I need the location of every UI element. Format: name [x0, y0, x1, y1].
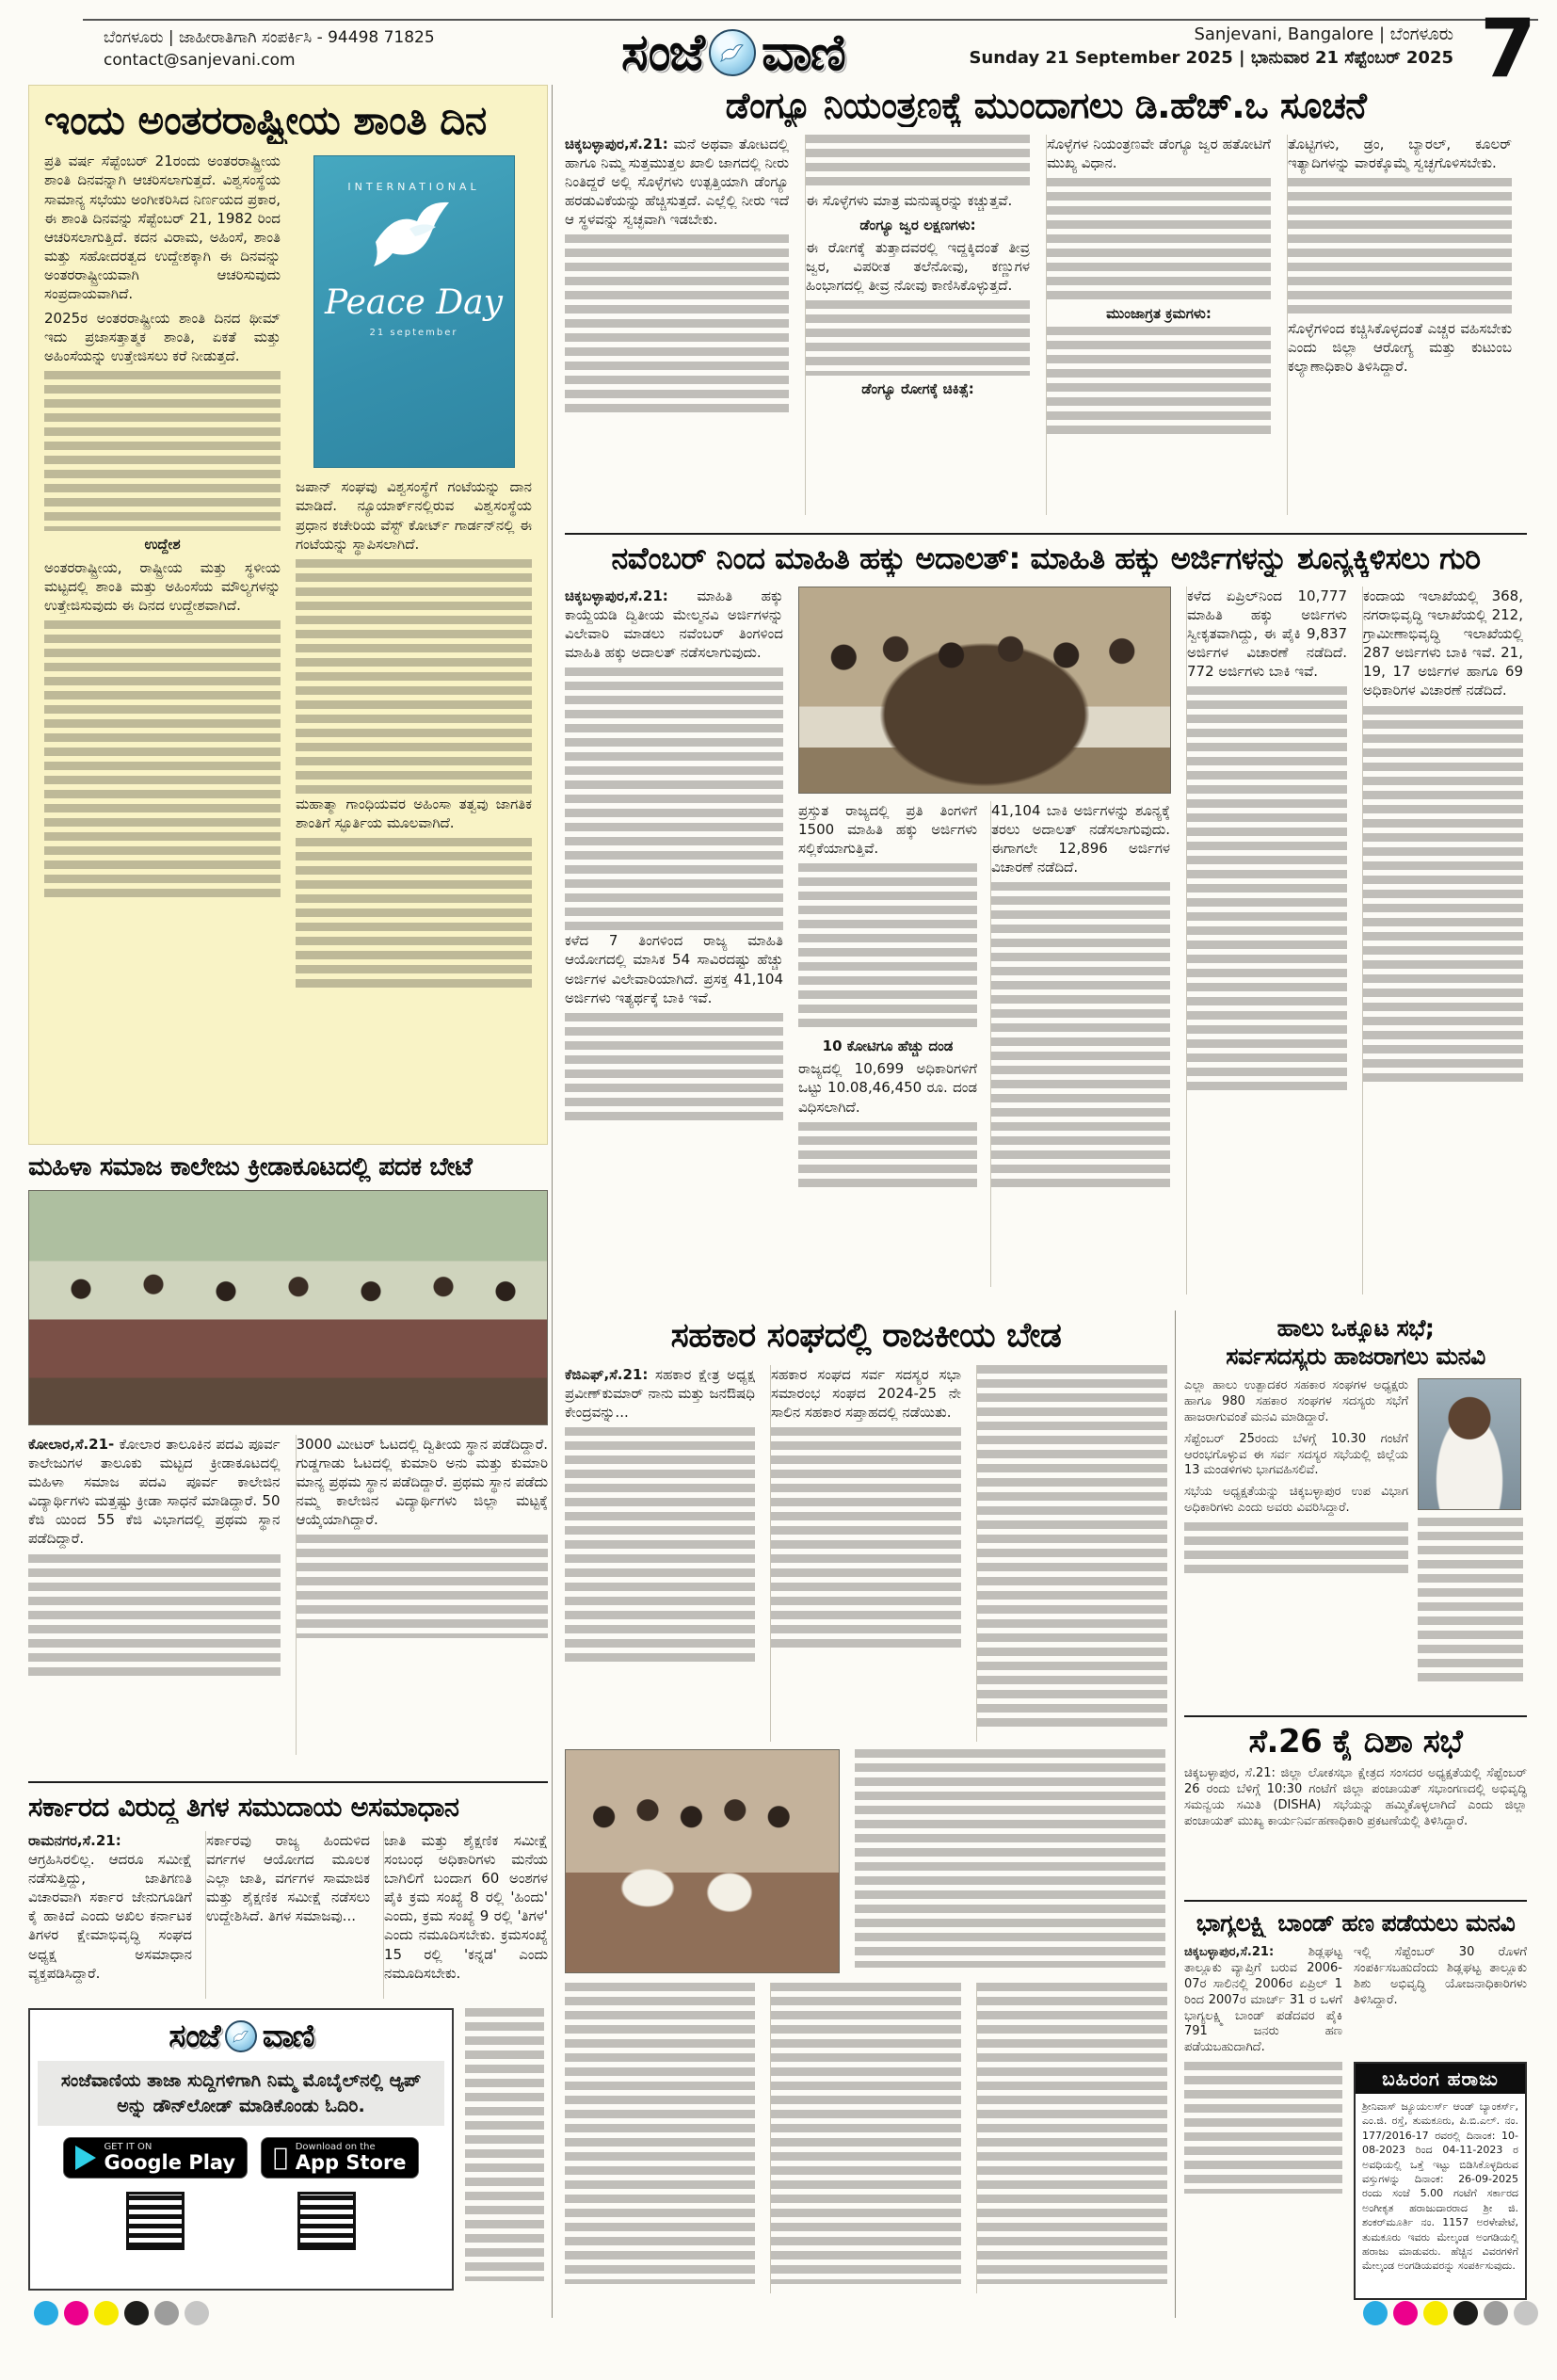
- masthead-left: ಸಂಜೆ: [621, 23, 704, 82]
- sanjevani-app-promo-box: [28, 2008, 454, 2291]
- text-filler: [565, 1013, 783, 1126]
- dengue-precaution-subhead: ಮುಂಜಾಗ್ರತ ಕ್ರಮಗಳು:: [1106, 305, 1212, 323]
- yellow-dot: [1423, 2301, 1448, 2325]
- haalu-p1: ಎಲ್ಲಾ ಹಾಲು ಉತ್ಪಾದಕರ ಸಹಕಾರ ಸಂಘಗಳ ಅಧ್ಯಕ್ಷರು ಹಾಗೂ 980 ಸಹಕಾರ ಸಂಘಗಳ ಸದಸ್ಯರು ಸಭೆಗೆ ಹಾಜರಾಗುವಂತೆ ಮನವಿ ಮಾಡಿದ್ದಾರೆ.: [1184, 1378, 1408, 1424]
- promo-masthead: [38, 2018, 444, 2055]
- tigala-col-1: [28, 1831, 192, 1999]
- article-mahila-sports: [28, 1152, 548, 1774]
- header-rule: [83, 19, 1538, 21]
- sahakara-col-5: [770, 1983, 961, 2293]
- peace-subhead: ಉದ್ದೇಶ: [144, 536, 181, 554]
- mahila-col-1: [28, 1435, 281, 1755]
- rti-mid-p1: ಪ್ರಸ್ತುತ ರಾಜ್ಯದಲ್ಲಿ ಪ್ರತಿ ತಿಂಗಳಿಗೆ 1500 ಮಾಹಿತಿ ಹಕ್ಕು ಅರ್ಜಿಗಳು ಸಲ್ಲಿಕೆಯಾಗುತ್ತಿವೆ.: [798, 802, 977, 858]
- bhagya-dateline: ಚಿಕ್ಕಬಳ್ಳಾಪುರ,ಸೆ.21:: [1184, 1945, 1275, 1959]
- rti-col1-text: ಮಾಹಿತಿ ಹಕ್ಕು ಕಾಯ್ದೆಯಡಿ ದ್ವಿತೀಯ ಮೇಲ್ಮನವಿ ಅರ್ಜಿಗಳನ್ನು ವಿಲೇವಾರಿ ಮಾಡಲು ನವೆಂಬರ್ ತಿಂಗಳಿಂದ ಮಾಹಿತಿ ಹಕ್ಕು ಅದಾಲತ್ ನಡೆಸಲಾಗುವುದು.: [565, 587, 783, 662]
- text-filler: [798, 1122, 977, 1188]
- qr-code-app-store: [297, 2192, 356, 2250]
- app-store-top-label: Download on the: [287, 2142, 368, 2153]
- poster-international-label: INTERNATIONAL: [347, 181, 480, 194]
- rti-fine-subhead: 10 ಕೋಟಿಗೂ ಹೆಚ್ಚು ದಂಡ: [822, 1037, 954, 1055]
- rti-col-5: [1362, 587, 1523, 1295]
- text-filler: [806, 135, 1030, 191]
- peace-col1-p3: ಅಂತರರಾಷ್ಟ್ರೀಯ, ರಾಷ್ಟ್ರೀಯ ಮತ್ತು ಸ್ಥಳೀಯ ಮಟ್ಟದಲ್ಲಿ ಶಾಂತಿ ಮತ್ತು ಅಹಿಂಸೆಯ ಮೌಲ್ಯಗಳನ್ನು ಉತ್ತೇಜಿಸುವುದು ಈ ದಿನದ ಉದ್ದೇಶವಾಗಿದೆ.: [44, 558, 281, 614]
- article-tigala: [28, 1781, 548, 2318]
- promo-masthead-right: ವಾಣಿ: [262, 2018, 313, 2055]
- dengue-dateline: ಚಿಕ್ಕಬಳ್ಳಾಪುರ,ಸೆ.21:: [565, 136, 668, 153]
- rti-dateline: ಚಿಕ್ಕಬಳ್ಳಾಪುರ,ಸೆ.21:: [565, 587, 668, 604]
- light-gray-dot: [1514, 2301, 1538, 2325]
- mahila-col-2: [296, 1435, 549, 1755]
- text-filler: [565, 234, 789, 413]
- sahakara-col1-text: ಸಹಕಾರ ಕ್ಷೇತ್ರ ಅಧ್ಯಕ್ಷ ಪ್ರವೀಣ್‌ಕುಮಾರ್ ನಾನು ಮತ್ತು ಜನಔಷಧಿ ಕೇಂದ್ರವನ್ನು...: [565, 1366, 755, 1422]
- rti-photo: [798, 587, 1171, 794]
- tigala-col-3: [383, 1831, 548, 1999]
- contact-email: contact@sanjevani.com: [104, 51, 296, 70]
- rti-mid-col-b: [990, 801, 1170, 1287]
- auction-notice-box: [1354, 2062, 1527, 2300]
- text-filler: [1418, 1518, 1523, 1685]
- auction-body: ಶ್ರೀನಿವಾಸ್ ಜ್ಯೂಯಲರ್ಸ್ ಆಂಡ್ ಬ್ಯಾಂಕರ್ಸ್, ಎಂ.ಜಿ. ರಸ್ತೆ, ತುಮಕೂರು, ಪಿ.ಬಿ.ಎಲ್. ನಂ. 177/2016-17 ರವರಲ್ಲಿ ದಿನಾಂಕ: 10-08-2023 ರಿಂದ 04-11-2023 ರ ಅವಧಿಯಲ್ಲಿ ಒತ್ತೆ ಇಟ್ಟು ಬಿಡಿಸಿಕೊಳ್ಳದಿರುವ ವಸ್ತುಗಳನ್ನು ದಿನಾಂಕ: 26-09-2025 ರಂದು ಸಂಜೆ 5.00 ಗಂಟೆಗೆ ಸರ್ಕಾರದ ಅಂಗೀಕೃತ ಹರಾಜುದಾರರಾದ ಶ್ರೀ ಜಿ. ಶಂಕರ್‌ಮೂರ್ತಿ ನಂ. 1157 ಅರಳೇಪೇಟೆ, ತುಮಕೂರು ಇವರು ಮೇಲ್ಕಂಡ ಅಂಗಡಿಯಲ್ಲಿ ಹರಾಜು ಮಾಡುವರು. ಹೆಚ್ಚಿನ ವಿವರಗಳಿಗೆ ಮೇಲ್ಕಂಡ ಅಂಗಡಿಯವರನ್ನು ಸಂಪರ್ಕಿಸುವುದು.: [1362, 2100, 1518, 2273]
- mahila-dateline: ಕೋಲಾರ,ಸೆ.21-: [28, 1436, 115, 1453]
- dengue-col3-p1: ಸೊಳ್ಳೆಗಳ ನಿಯಂತ್ರಣವೇ ಡೆಂಗ್ಯೂ ಜ್ವರ ಹತೋಟಿಗೆ ಮುಖ್ಯ ವಿಧಾನ.: [1047, 136, 1271, 172]
- bhagya-col2-text: ಇಲ್ಲಿ ಸೆಪ್ಟೆಂಬರ್ 30 ರೊಳಗೆ ಸಂಪರ್ಕಿಸಬಹುದೆಂದು ಶಿಡ್ಲಘಟ್ಟ ತಾಲ್ಲೂಕು ಶಿಶು ಅಭಿವೃದ್ಧಿ ಯೋಜನಾಧಿಕಾರಿಗಳು ತಿಳಿಸಿದ್ದಾರೆ.: [1354, 1945, 1527, 2007]
- print-registration-dots-right: [1363, 2301, 1538, 2325]
- mahila-col2-text: 3000 ಮೀಟರ್ ಓಟದಲ್ಲಿ ದ್ವಿತೀಯ ಸ್ಥಾನ ಪಡೆದಿದ್ದಾರೆ. ಗುಡ್ಡಗಾಡು ಓಟದಲ್ಲಿ ಕುಮಾರಿ ಅನು ಮತ್ತು ಕುಮಾರಿ ಮಾನ್ಯ ಪ್ರಥಮ ಸ್ಥಾನ ಪಡೆದಿದ್ದಾರೆ. ಪ್ರಥಮ ಸ್ಥಾನ ಪಡೆದು ನಮ್ಮ ಕಾಲೇಜಿನ ವಿದ್ಯಾರ್ಥಿಗಳು ಜಿಲ್ಲಾ ಮಟ್ಟಕ್ಕೆ ಆಯ್ಕೆಯಾಗಿದ್ದಾರೆ.: [296, 1436, 548, 1529]
- peace-day-poster: [313, 155, 515, 468]
- article-rti: [565, 540, 1527, 1307]
- text-filler: [771, 1983, 961, 2284]
- sahakara-photo: [565, 1749, 840, 1973]
- text-filler: [297, 1535, 549, 1638]
- sahakara-col-2: [770, 1365, 961, 1742]
- play-icon: [75, 2146, 96, 2170]
- text-filler: [1047, 327, 1271, 440]
- dengue-col-4: [1287, 135, 1512, 515]
- cyan-dot: [34, 2301, 58, 2325]
- dove-icon: [362, 193, 466, 278]
- gray-dot: [154, 2301, 179, 2325]
- magenta-dot: [1393, 2301, 1418, 2325]
- article-peace-day: [28, 85, 548, 1145]
- rti-headline: ನವೆಂಬರ್ ನಿಂದ ಮಾಹಿತಿ ಹಕ್ಕು ಅದಾಲತ್: ಮಾಹಿತಿ ಹಕ್ಕು ಅರ್ಜಿಗಳನ್ನು ಶೂನ್ಯಕ್ಕಿಳಿಸಲು ಗುರಿ: [611, 540, 1481, 576]
- yellow-dot: [94, 2301, 119, 2325]
- google-play-badge: [63, 2137, 248, 2179]
- sahakara-col2-text: ಸಹಕಾರ ಸಂಘದ ಸರ್ವ ಸದಸ್ಯರ ಸಭಾ ಸಮಾರಂಭ ಸಂಘದ 2024-25 ನೇ ಸಾಲಿನ ಸಹಕಾರ ಸಪ್ತಾಹದಲ್ಲಿ ನಡೆಯಿತು.: [771, 1366, 961, 1422]
- text-filler: [296, 559, 532, 795]
- article-dengue: [565, 85, 1527, 535]
- dengue-col-1: [565, 135, 789, 515]
- poster-date-label: 21 september: [369, 328, 458, 339]
- text-filler: [44, 620, 281, 903]
- peace-col2-p1: ಜಪಾನ್ ಸಂಘವು ವಿಶ್ವಸಂಸ್ಥೆಗೆ ಗಂಟೆಯನ್ನು ದಾನ ಮಾಡಿದೆ. ನ್ಯೂಯಾರ್ಕ್‌ನಲ್ಲಿರುವ ವಿಶ್ವಸಂಸ್ಥೆಯ ಪ್ರಧಾನ ಕಚೇರಿಯ ವೆಸ್ಟ್ ಕೋರ್ಟ್ ಗಾರ್ಡನ್‌ನಲ್ಲಿ ಈ ಗಂಟೆಯನ್ನು ಸ್ಥಾಪಿಸಲಾಗಿದೆ.: [296, 478, 532, 553]
- dengue-col4-p2: ಸೊಳ್ಳೆಗಳಿಂದ ಕಚ್ಚಿಸಿಕೊಳ್ಳದಂತೆ ಎಚ್ಚರ ವಹಿಸಬೇಕು ಎಂದು ಜಿಲ್ಲಾ ಆರೋಗ್ಯ ಮತ್ತು ಕುಟುಂಬ ಕಲ್ಯಾಣಾಧಿಕಾರಿ ತಿಳಿಸಿದ್ದಾರೆ.: [1288, 320, 1512, 376]
- haalu-p2: ಸೆಪ್ಟೆಂಬರ್ 25ರಂದು ಬೆಳಗ್ಗೆ 10.30 ಗಂಟೆಗೆ ಆರಂಭಗೊಳ್ಳುವ ಈ ಸರ್ವ ಸದಸ್ಯರ ಸಭೆಯಲ್ಲಿ ಜಿಲ್ಲೆಯ 13 ಮಂಡಳಿಗಳು ಭಾಗವಹಿಸಲಿವೆ.: [1184, 1431, 1408, 1478]
- text-filler: [991, 882, 1170, 1193]
- tigala-col3-text: ಜಾತಿ ಮತ್ತು ಶೈಕ್ಷಣಿಕ ಸಮೀಕ್ಷೆ ಸಂಬಂಧ ಅಧಿಕಾರಿಗಳು ಮನೆಯ ಬಾಗಿಲಿಗೆ ಬಂದಾಗ 60 ಅಂಶಗಳ ಪೈಕಿ ಕ್ರಮ ಸಂಖ್ಯೆ 8 ರಲ್ಲಿ 'ಹಿಂದು' ಎಂದು, ಕ್ರಮ ಸಂಖ್ಯೆ 9 ರಲ್ಲಿ 'ತಿಗಳ' ಎಂದು ನಮೂದಿಸಬೇಕು. ಕ್ರಮಸಂಖ್ಯೆ 15 ರಲ್ಲಿ 'ಕನ್ನಡ' ಎಂದು ನಮೂದಿಸಬೇಕು.: [384, 1832, 548, 1982]
- rti-mid-col-a: [798, 801, 977, 1287]
- mahila-col1-text: ಕೋಲಾರ ತಾಲೂಕಿನ ಪದವಿ ಪೂರ್ವ ಕಾಲೇಜುಗಳ ತಾಲೂಕು ಮಟ್ಟದ ಕ್ರೀಡಾಕೂಟದಲ್ಲಿ ಮಹಿಳಾ ಸಮಾಜ ಪದವಿ ಪೂರ್ವ ಕಾಲೇಜಿನ ವಿದ್ಯಾರ್ಥಿಗಳು ಮತ್ತಷ್ಟು ಕ್ರೀಡಾ ಸಾಧನೆ ಮಾಡಿದ್ದಾರೆ. 50 ಕೆಜಿ ಯಿಂದ 55 ಕೆಜಿ ವಿಭಾಗದಲ್ಲಿ ಪ್ರಥಮ ಸ್ಥಾನ ಪಡೆದಿದ್ದಾರೆ.: [28, 1436, 281, 1548]
- rti-col5-text: ಕಂದಾಯ ಇಲಾಖೆಯಲ್ಲಿ 368, ನಗರಾಭಿವೃದ್ಧಿ ಇಲಾಖೆಯಲ್ಲಿ 212, ಗ್ರಾಮೀಣಾಭಿವೃದ್ಧಿ ಇಲಾಖೆಯಲ್ಲಿ 287 ಅರ್ಜಿಗಳು ಬಾಕಿ ಇವೆ. 21, 19, 17 ಅರ್ಜಿಗಳ ಹಾಗೂ 69 ಅಧಿಕಾರಿಗಳ ವಿಚಾರಣೆ ನಡೆದಿದೆ.: [1363, 587, 1523, 700]
- black-dot: [1453, 2301, 1478, 2325]
- dengue-col4-p1: ತೊಟ್ಟಿಗಳು, ಡ್ರಂ, ಬ್ಯಾರಲ್, ಕೂಲರ್ ಇತ್ಯಾದಿಗಳನ್ನು ವಾರಕ್ಕೊಮ್ಮೆ ಸ್ವಚ್ಛಗೊಳಿಸಬೇಕು.: [1288, 136, 1512, 172]
- masthead-right: ವಾಣಿ: [762, 23, 845, 82]
- rti-col-4: [1186, 587, 1347, 1295]
- text-filler: [44, 371, 281, 531]
- tigala-col2-text: ಸರ್ಕಾರವು ರಾಜ್ಯ ಹಿಂದುಳಿದ ವರ್ಗಗಳ ಆಯೋಗದ ಮೂಲಕ ಎಲ್ಲಾ ಜಾತಿ, ವರ್ಗಗಳ ಸಾಮಾಜಿಕ ಮತ್ತು ಶೈಕ್ಷಣಿಕ ಸಮೀಕ್ಷೆ ನಡೆಸಲು ಉದ್ದೇಶಿಸಿದೆ. ತಿಗಳ ಸಮಾಜವು...: [206, 1832, 370, 1925]
- text-filler: [565, 667, 783, 931]
- print-registration-dots-left: [34, 2301, 209, 2325]
- text-filler: [1187, 686, 1347, 1091]
- article-bhagya: [1184, 1900, 1527, 2318]
- sahakara-col-4: [565, 1983, 755, 2293]
- mahila-photo: [28, 1190, 548, 1425]
- text-filler: [28, 1554, 281, 1677]
- vertical-divider-right: [1175, 1311, 1176, 2318]
- tigala-col-4: [465, 2008, 544, 2291]
- text-filler: [1184, 1522, 1408, 1579]
- haalu-portrait-photo: [1418, 1378, 1521, 1510]
- tigala-headline: ಸರ್ಕಾರದ ವಿರುದ್ಧ ತಿಗಳ ಸಮುದಾಯ ಅಸಮಾಧಾನ: [28, 1791, 459, 1823]
- sahakara-col-3: [976, 1365, 1167, 1742]
- page-number: 7: [1480, 2, 1536, 96]
- text-filler: [1184, 2062, 1342, 2194]
- article-disha: [1184, 1715, 1527, 1900]
- peace-headline: ಇಂದು ಅಂತರರಾಷ್ಟ್ರೀಯ ಶಾಂತಿ ದಿನ: [44, 97, 487, 143]
- poster-peace-day-label: Peace Day: [325, 283, 503, 323]
- auction-title: ಬಹಿರಂಗ ಹರಾಜು: [1356, 2064, 1525, 2094]
- edition-line: Sanjevani, Bangalore | ಬೆಂಗಳೂರು: [1194, 24, 1453, 44]
- dengue-col-2: [805, 135, 1030, 515]
- tigala-col1-text: ಆಗ್ರಹಿಸಿರಲಿಲ್ಲ. ಆದರೂ ಸಮೀಕ್ಷೆ ನಡೆಸುತ್ತಿದ್ದು, ಜಾತಿಗಣತಿ ವಿಚಾರವಾಗಿ ಸರ್ಕಾರ ಜೇನುಗೂಡಿಗೆ ಕೈ ಹಾಕಿದೆ ಎಂದು ಅಖಿಲ ಕರ್ನಾಟಕ ತಿಗಳರ ಕ್ಷೇಮಾಭಿವೃದ್ಧಿ ಸಂಘದ ಅಧ್ಯಕ್ಷ ಅಸಮಾಧಾನ ವ್ಯಕ್ತಪಡಿಸಿದ್ದಾರೆ.: [28, 1851, 192, 1982]
- text-filler: [977, 1365, 1167, 1732]
- google-play-label: Google Play: [104, 2151, 236, 2175]
- masthead: [621, 23, 844, 83]
- contact-line: ಬೆಂಗಳೂರು | ಜಾಹೀರಾತಿಗಾಗಿ ಸಂಪರ್ಕಿಸಿ - 94498 71825: [104, 28, 435, 47]
- rti-col-1: [565, 587, 783, 1295]
- promo-masthead-left: ಸಂಜೆ: [169, 2018, 219, 2055]
- text-filler: [977, 1983, 1167, 2284]
- promo-globe-icon: [225, 2020, 257, 2052]
- dengue-symptoms-subhead: ಡೆಂಗ್ಯೂ ಜ್ವರ ಲಕ್ಷಣಗಳು:: [859, 217, 976, 234]
- google-play-top-label: GET IT ON: [104, 2142, 152, 2153]
- bhagya-col-1: [1184, 1945, 1342, 2314]
- dengue-col2-p2: ಈ ರೋಗಕ್ಕೆ ತುತ್ತಾದವರಲ್ಲಿ ಇದ್ದಕ್ಕಿದಂತೆ ತೀವ್ರ ಜ್ವರ, ವಿಪರೀತ ತಲೆನೋವು, ಕಣ್ಣುಗಳ ಹಿಂಭಾಗದಲ್ಲಿ ತೀವ್ರ ನೋವು ಕಾಣಿಸಿಕೊಳ್ಳುತ್ತದೆ.: [806, 239, 1030, 295]
- text-filler: [565, 1427, 755, 1663]
- haalu-side-col: [1418, 1378, 1523, 1689]
- disha-headline: ಸೆ.26 ಕೈ ದಿಶಾ ಸಭೆ: [1248, 1723, 1463, 1761]
- header-contact-block: [104, 28, 499, 70]
- article-sahakara: [565, 1311, 1167, 2318]
- dengue-treatment-subhead: ಡೆಂಗ್ಯೂ ರೋಗಕ್ಕೆ ಚಿಕಿತ್ಸೆ:: [861, 380, 974, 398]
- sahakara-col-1: [565, 1365, 755, 1742]
- haalu-text-col: [1184, 1378, 1408, 1689]
- text-filler: [1288, 178, 1512, 319]
- dengue-col1-text: ಮನೆ ಅಥವಾ ತೋಟದಲ್ಲಿ ಹಾಗೂ ನಿಮ್ಮ ಸುತ್ತಮುತ್ತಲ ಖಾಲಿ ಜಾಗದಲ್ಲಿ ನೀರು ನಿಂತಿದ್ದರೆ ಅಲ್ಲಿ ಸೊಳ್ಳೆಗಳು ಉತ್ಪತ್ತಿಯಾಗಿ ಡೆಂಗ್ಯೂ ಹರಡುವಿಕೆಯನ್ನು ಹೆಚ್ಚಿಸುತ್ತದೆ. ಎಲ್ಲೆಲ್ಲಿ ನೀರು ಇದೆ ಆ ಸ್ಥಳವನ್ನು ಸ್ವಚ್ಛವಾಗಿ ಇಡಬೇಕು.: [565, 136, 789, 229]
- tigala-col-2: [205, 1831, 370, 1999]
- sahakara-col-6: [976, 1983, 1167, 2293]
- peace-col2-p2: ಮಹಾತ್ಮಾ ಗಾಂಧಿಯವರ ಅಹಿಂಸಾ ತತ್ವವು ಜಾಗತಿಕ ಶಾಂತಿಗೆ ಸ್ಫೂರ್ತಿಯ ಮೂಲವಾಗಿದೆ.: [296, 795, 532, 831]
- text-filler: [798, 863, 977, 1033]
- rti-middle-block: [798, 587, 1171, 1295]
- light-gray-dot: [185, 2301, 209, 2325]
- peace-col1-p1: ಪ್ರತಿ ವರ್ಷ ಸೆಪ್ಟೆಂಬರ್ 21ರಂದು ಅಂತರರಾಷ್ಟ್ರೀಯ ಶಾಂತಿ ದಿನವನ್ನಾಗಿ ಆಚರಿಸಲಾಗುತ್ತದೆ. ವಿಶ್ವಸಂಸ್ಥೆಯ ಸಾಮಾನ್ಯ ಸಭೆಯು ಅಂಗೀಕರಿಸಿದ ನಿರ್ಣಯದ ಪ್ರಕಾರ, ಈ ಶಾಂತಿ ದಿನವನ್ನು ಸೆಪ್ಟೆಂಬರ್ 21, 1982 ರಿಂದ ಆಚರಿಸಲಾಗುತ್ತಿದೆ. ಕದನ ವಿರಾಮ, ಅಹಿಂಸೆ, ಶಾಂತಿ ಮತ್ತು ಸಹೋದರತ್ವದ ಉದ್ದೇಶಕ್ಕಾಗಿ ಈ ದಿನವನ್ನು ಅಂತರರಾಷ್ಟ್ರೀಯವಾಗಿ ಆಚರಿಸುವುದು ಸಂಪ್ರದಾಯವಾಗಿದೆ.: [44, 153, 281, 303]
- text-filler: [1363, 706, 1523, 1083]
- dengue-headline: ಡೆಂಗ್ಯೂ ನಿಯಂತ್ರಣಕ್ಕೆ ಮುಂದಾಗಲು ಡಿ.ಹೆಚ್.ಒ ಸೂಚನೆ: [725, 85, 1367, 126]
- app-store-label: App Store: [287, 2151, 399, 2175]
- rti-mid-p2: ಕಳೆದ 7 ತಿಂಗಳಿಂದ ರಾಜ್ಯ ಮಾಹಿತಿ ಆಯೋಗದಲ್ಲಿ ಮಾಸಿಕ 54 ಸಾವಿರದಷ್ಟು ಹೆಚ್ಚು ಅರ್ಜಿಗಳ ವಿಲೇವಾರಿಯಾಗಿದೆ. ಪ್ರಸಕ್ತ 41,104 ಅರ್ಜಿಗಳು ಇತ್ಯರ್ಥಕ್ಕೆ ಬಾಕಿ ಇವೆ.: [565, 932, 783, 1006]
- header-date-block: [969, 24, 1453, 68]
- text-filler: [855, 1749, 1165, 1968]
- rti-mid-p4: ರಾಜ್ಯದಲ್ಲಿ 10,699 ಅಧಿಕಾರಿಗಳಿಗೆ ಒಟ್ಟು 10.08,46,450 ರೂ. ದಂಡ ವಿಧಿಸಲಾಗಿದೆ.: [798, 1060, 977, 1116]
- vertical-divider-left: [552, 85, 553, 2318]
- haalu-p3: ಸಭೆಯ ಅಧ್ಯಕ್ಷತೆಯನ್ನು ಚಿಕ್ಕಬಳ್ಳಾಪುರ ಉಪ ವಿಭಾಗ ಅಧಿಕಾರಿಗಳು ಎಂದು ಅವರು ವಿವರಿಸಿದ್ದಾರೆ.: [1184, 1485, 1408, 1516]
- peace-col1-p2: 2025ರ ಅಂತರರಾಷ್ಟ್ರೀಯ ಶಾಂತಿ ದಿನದ ಥೀಮ್ ಇದು ಪ್ರಜಾಸತ್ತಾತ್ಮಕ ಶಾಂತಿ, ಏಕತೆ ಮತ್ತು ಅಹಿಂಸೆಯನ್ನು ಉತ್ತೇಜಿಸಲು ಕರೆ ನೀಡುತ್ತದೆ.: [44, 310, 281, 365]
- sahakara-col-beside-photo: [855, 1749, 1165, 1975]
- cyan-dot: [1363, 2301, 1388, 2325]
- bhagya-col1-text: ಶಿಡ್ಲಘಟ್ಟ ತಾಲ್ಲೂಕು ವ್ಯಾಪ್ತಿಗೆ ಬರುವ 2006-07ರ ಸಾಲಿನಲ್ಲಿ 2006ರ ಏಪ್ರಿಲ್ 1 ರಿಂದ 2007ರ ಮಾರ್ಚ್ 31 ರ ಒಳಗೆ ಭಾಗ್ಯಲಕ್ಷ್ಮಿ ಬಾಂಡ್ ಪಡೆದವರ ಪೈಕಿ 791 ಜನರು ಹಣ ಪಡೆಯಬಹುದಾಗಿದೆ.: [1184, 1945, 1342, 2055]
- globe-dove-icon: [709, 29, 756, 76]
- bhagya-col-2: [1354, 1945, 1527, 2314]
- dengue-col-3: [1046, 135, 1271, 515]
- bhagya-headline: ಭಾಗ್ಯಲಕ್ಷ್ಮಿ ಬಾಂಡ್ ಹಣ ಪಡೆಯಲು ಮನವಿ: [1196, 1909, 1516, 1937]
- article-haalu: [1184, 1311, 1527, 1712]
- peace-col-1: [44, 152, 281, 1112]
- magenta-dot: [64, 2301, 88, 2325]
- qr-code-google-play: [126, 2192, 185, 2250]
- haalu-headline-line2: ಸರ್ವಸದಸ್ಯರು ಹಾಜರಾಗಲು ಮನವಿ: [1226, 1343, 1485, 1370]
- rti-mid-p3: 41,104 ಬಾಕಿ ಅರ್ಜಿಗಳನ್ನು ಶೂನ್ಯಕ್ಕೆ ತರಲು ಅದಾಲತ್ ನಡೆಸಲಾಗುವುದು. ಈಗಾಗಲೇ 12,896 ಅರ್ಜಿಗಳ ವಿಚಾರಣೆ ನಡೆದಿದೆ.: [991, 802, 1170, 876]
- black-dot: [124, 2301, 149, 2325]
- haalu-headline-line1: ಹಾಲು ಒಕ್ಕೂಟ ಸಭೆ;: [1276, 1314, 1435, 1342]
- sahakara-headline: ಸಹಕಾರ ಸಂಘದಲ್ಲಿ ರಾಜಕೀಯ ಬೇಡ: [670, 1316, 1062, 1355]
- text-filler: [1047, 178, 1271, 300]
- sahakara-dateline: ಕೆಜಿಎಫ್,ಸೆ.21:: [565, 1366, 649, 1383]
- text-filler: [771, 1427, 961, 1653]
- text-filler: [296, 838, 532, 989]
- dengue-col2-p1: ಈ ಸೊಳ್ಳೆಗಳು ಮಾತ್ರ ಮನುಷ್ಯರನ್ನು ಕಚ್ಚುತ್ತವೆ.: [806, 192, 1013, 209]
- promo-message: ಸಂಜೆವಾಣಿಯ ತಾಜಾ ಸುದ್ದಿಗಳಿಗಾಗಿ ನಿಮ್ಮ ಮೊಬೈಲ್‌ನಲ್ಲಿ ಆ್ಯಪ್ ಅನ್ನು ಡೌನ್‌ಲೋಡ್ ಮಾಡಿಕೊಂಡು ಓದಿರಿ.: [38, 2061, 444, 2126]
- app-store-badge: [261, 2137, 418, 2179]
- text-filler: [565, 1983, 755, 2284]
- disha-body: ಚಿಕ್ಕಬಳ್ಳಾಪುರ, ಸೆ.21: ಜಿಲ್ಲಾ ಲೋಕಸಭಾ ಕ್ಷೇತ್ರದ ಸಂಸದರ ಅಧ್ಯಕ್ಷತೆಯಲ್ಲಿ ಸೆಪ್ಟೆಂಬರ್ 26 ರಂದು ಬೆಳಿಗ್ಗೆ 10:30 ಗಂಟೆಗೆ ಜಿಲ್ಲಾ ಪಂಚಾಯತ್ ಸಭಾಂಗಣದಲ್ಲಿ ಅಭಿವೃದ್ಧಿ ಸಮನ್ವಯ ಸಮಿತಿ (DISHA) ಸಭೆಯನ್ನು ಹಮ್ಮಿಕೊಳ್ಳಲಾಗಿದೆ ಎಂದು ಜಿಲ್ಲಾ ಪಂಚಾಯತ್ ಮುಖ್ಯ ಕಾರ್ಯನಿರ್ವಹಣಾಧಿಕಾರಿ ಪ್ರಕಟಣೆಯಲ್ಲಿ ತಿಳಿಸಿದ್ದಾರೆ.: [1184, 1766, 1527, 1828]
- apple-icon: [273, 2146, 288, 2170]
- text-filler: [465, 2008, 544, 2281]
- text-filler: [806, 300, 1030, 376]
- tigala-dateline: ರಾಮನಗರ,ಸೆ.21:: [28, 1832, 121, 1849]
- mahila-headline: ಮಹಿಳಾ ಸಮಾಜ ಕಾಲೇಜು ಕ್ರೀಡಾಕೂಟದಲ್ಲಿ ಪದಕ ಬೇಟೆ: [28, 1152, 473, 1182]
- rti-col4-text: ಕಳೆದ ಏಪ್ರಿಲ್‌ನಿಂದ 10,777 ಮಾಹಿತಿ ಹಕ್ಕು ಅರ್ಜಿಗಳು ಸ್ವೀಕೃತವಾಗಿದ್ದು, ಈ ಪೈಕಿ 9,837 ಅರ್ಜಿಗಳ ವಿಚಾರಣೆ ನಡೆದಿದೆ. 772 ಅರ್ಜಿಗಳು ಬಾಕಿ ಇವೆ.: [1187, 587, 1347, 681]
- gray-dot: [1484, 2301, 1508, 2325]
- peace-col-2: [296, 152, 532, 1112]
- date-line: Sunday 21 September 2025 | ಭಾನುವಾರ 21 ಸೆಪ್ಟೆಂಬರ್ 2025: [969, 48, 1453, 68]
